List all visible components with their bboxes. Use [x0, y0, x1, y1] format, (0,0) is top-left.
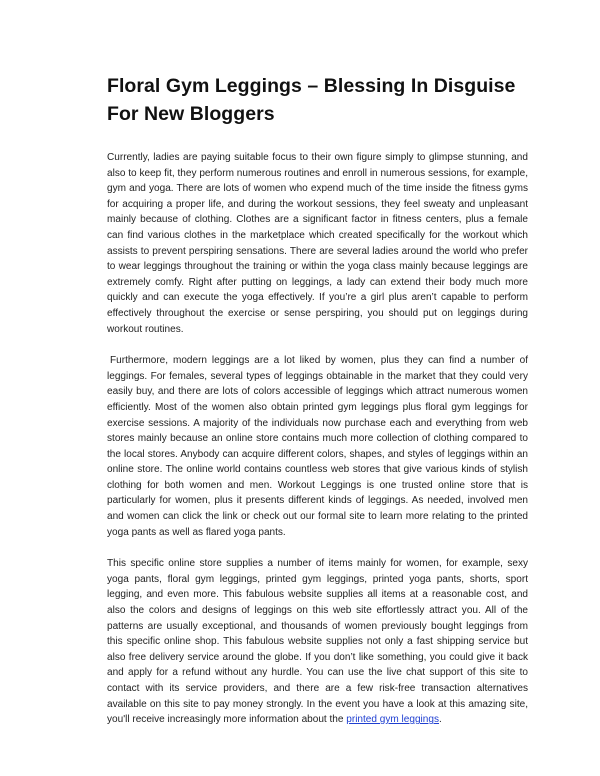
paragraph-3-text: This specific online store supplies a number of items mainly for women, for example, sexy yoga pants, floral gym leggings, printed gym leggings, printed yoga pants, shorts, sport legging, and even more. This fabulous website supplies all items at a reasonable cost, and also the colors and designs of leggings on this web site effortlessly attract you. All of the patterns are usually exceptional, and thousands of women previously bought leggings from this specific online shop. This fabulous website supplies not only a fast shipping service but also free delivery service around the globe. If you don’t like something, you could give it back and apply for a refund without any hurdle. You can use the live chat support of this site to contact with its service providers, and there are a few risk-free transaction alternatives available on this site to pay money strongly. In the event you have a look at this amazing site, you'll receive increasingly more information about the [107, 558, 528, 726]
paragraph-3 [107, 556, 528, 728]
printed-gym-leggings-link[interactable]: printed gym leggings [346, 714, 439, 726]
document-page [107, 72, 528, 744]
paragraph-1: Currently, ladies are paying suitable focus to their own figure simply to glimpse stunning, and also to keep fit, they perform numerous routines and enroll in numerous sessions, for example, gym and yoga. There are lots of women who expend much of the time inside the fitness gyms for acquiring a proper life, and during the workout sessions, they feel sweaty and unpleasant mainly because of clothing. Clothes are a significant factor in fitness centers, plus a female can find various clothes in the marketplace which created specifically for the workout which assists to prevent perspiring sensations. There are several ladies around the world who prefer to wear leggings throughout the training or within the yoga class mainly because leggings are extremely comfy. Right after putting on leggings, a lady can extend their body much more quickly and can execute the yoga effectively. If you’re a girl plus aren’t capable to perform effectively throughout the exercise or sense perspiring, you should put on leggings during workout routines. [107, 152, 528, 335]
paragraph-3-end: . [438, 714, 442, 726]
article-title: Floral Gym Leggings – Blessing In Disguise For New Bloggers [107, 75, 516, 125]
paragraph-2: Furthermore, modern leggings are a lot liked by women, plus they can find a number of leggings. For females, several types of leggings obtainable in the market that they could very easily buy, and there are lots of colors accessible of leggings which attract numerous women efficiently. Most of the women also obtain printed gym leggings plus floral gym leggings for exercise sessions. A majority of the individuals now purchase each and everything from web stores mainly because an online store contains much more collection of clothing compared to the local stores. Anybody can acquire different colors, shapes, and styles of leggings within an online store. The online world contains countless web stores that give various kinds of stylish clothing for both women and men. Workout Leggings is one trusted online store that is particularly for women, plus it presents different kinds of leggings. As needed, involved men and women can click the link or check out our formal site to learn more relating to the printed yoga pants as well as flared yoga pants. [107, 355, 528, 538]
